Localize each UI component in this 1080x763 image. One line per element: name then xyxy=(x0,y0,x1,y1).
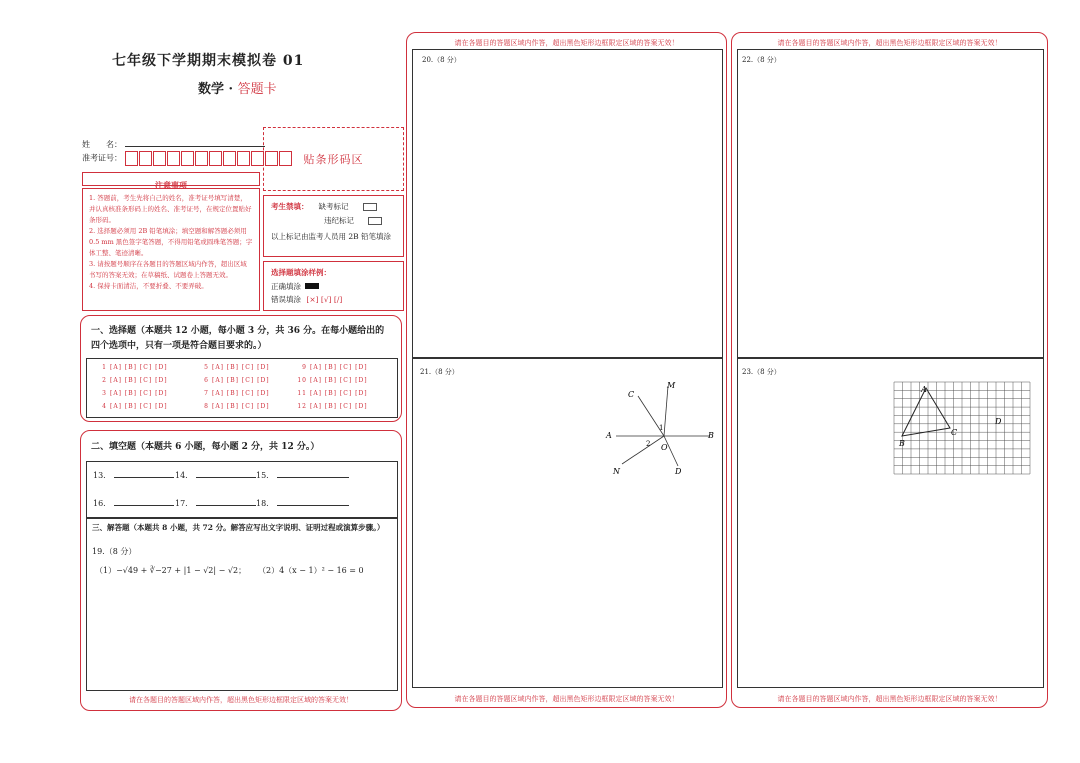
header-warning: 请在各题目的答题区域内作答，超出黑色矩形边框限定区域的答案无效！ xyxy=(454,39,679,47)
absent-label: 缺考标记 xyxy=(318,202,349,211)
choice-question-row[interactable] xyxy=(95,390,168,397)
id-digit-cell[interactable] xyxy=(223,151,236,166)
name-label: 姓 名： xyxy=(82,140,122,149)
correct-fill-mark xyxy=(305,283,319,289)
blank-15: 15. xyxy=(256,471,349,480)
blank-16: 16. xyxy=(93,499,174,508)
header-warning: 请在各题目的答题区域内作答，超出黑色矩形边框限定区域的答案无效！ xyxy=(777,39,1002,47)
q23-label: 23.（8 分） xyxy=(742,368,781,376)
choice-question-row[interactable] xyxy=(95,377,168,384)
label-D: D xyxy=(675,467,682,476)
exam-title: 七年级下学期期末模拟卷 01 xyxy=(112,53,305,69)
id-digit-cell[interactable] xyxy=(181,151,194,166)
blank-18: 18. xyxy=(256,499,349,508)
q19-part1 xyxy=(95,565,246,576)
id-digit-cell[interactable] xyxy=(251,151,264,166)
label-A: A xyxy=(606,431,612,440)
choice-options[interactable]: [A] [B] [C] [D] xyxy=(110,377,168,384)
grid-lines xyxy=(894,382,1030,474)
notice-item: 4. 保持卡面清洁，不要折叠、不要弄破。 xyxy=(89,282,208,290)
subject-title xyxy=(198,78,277,97)
solution-area xyxy=(86,517,398,691)
subject-label: 数学 · xyxy=(198,82,238,97)
choice-question-row[interactable] xyxy=(295,377,368,384)
question-number: 4 xyxy=(102,403,107,410)
figure-21-angle-diagram xyxy=(598,378,722,478)
footer-warning: 请在各题目的答题区域内作答，超出黑色矩形边框限定区域的答案无效！ xyxy=(777,695,1002,703)
choice-question-row[interactable] xyxy=(197,390,270,397)
choice-question-row[interactable] xyxy=(295,390,368,397)
id-digit-cell[interactable] xyxy=(139,151,152,166)
choice-options[interactable]: [A] [B] [C] [D] xyxy=(212,390,270,397)
label-A: A xyxy=(921,385,927,394)
choice-options[interactable]: [A] [B] [C] [D] xyxy=(310,364,368,371)
forbidden-title: 考生禁填： xyxy=(271,202,309,211)
footer-warning: 请在各题目的答题区域内作答，超出黑色矩形边框限定区域的答案无效！ xyxy=(129,696,353,704)
choice-question-row[interactable] xyxy=(95,403,168,410)
q19-part2: （2）4（x − 1）² − 16 = 0 xyxy=(258,566,364,575)
name-field[interactable] xyxy=(125,146,265,147)
label-C: C xyxy=(628,390,635,399)
choice-options[interactable]: [A] [B] [C] [D] xyxy=(310,377,368,384)
notice-item: 2. 选择题必须用 2B 铅笔填涂；填空题和解答题必须用 0.5 mm 黑色签字笔答题，不得用铅笔或圆珠笔答题；字体工整、笔迹清晰。 xyxy=(89,227,253,257)
choice-options[interactable]: [A] [B] [C] [D] xyxy=(110,403,168,410)
choice-options[interactable]: [A] [B] [C] [D] xyxy=(310,390,368,397)
angle-2-label: 2 xyxy=(646,440,651,448)
ray-OM xyxy=(664,386,668,436)
blank-14: 14. xyxy=(175,471,256,480)
barcode-area xyxy=(263,127,404,191)
label-O: O xyxy=(661,443,668,452)
q22-label: 22.（8 分） xyxy=(742,56,781,64)
label-N: N xyxy=(613,467,620,476)
section2-title: 二、填空题（本题共 6 小题，每小题 2 分，共 12 分。） xyxy=(91,442,320,452)
label-M: M xyxy=(667,381,676,390)
id-digit-cell[interactable] xyxy=(153,151,166,166)
choice-question-row[interactable] xyxy=(295,364,368,371)
triangle-ABC xyxy=(902,388,950,436)
answer-line[interactable] xyxy=(277,477,349,478)
choice-options[interactable]: [A] [B] [C] [D] xyxy=(212,377,270,384)
answer-line[interactable] xyxy=(114,477,174,478)
forbidden-box xyxy=(263,195,404,257)
question-number: 3 xyxy=(102,390,107,397)
footer-warning: 请在各题目的答题区域内作答，超出黑色矩形边框限定区域的答案无效！ xyxy=(454,695,679,703)
violation-label: 违纪标记 xyxy=(324,216,354,225)
question-number: 8 xyxy=(204,403,209,410)
choice-options[interactable]: [A] [B] [C] [D] xyxy=(310,403,368,410)
q21-label: 21.（8 分） xyxy=(420,368,459,376)
choice-question-row[interactable] xyxy=(197,364,270,371)
question-number: 6 xyxy=(204,377,209,384)
figure-23-grid-diagram xyxy=(892,380,1032,476)
section1-title: 一、选择题（本题共 12 小题，每小题 3 分，共 36 分。在每小题给出的四个选项中，只有一项是符合题目要求的。） xyxy=(91,326,385,351)
answer-line[interactable] xyxy=(196,477,256,478)
id-digit-cell[interactable] xyxy=(125,151,138,166)
section3-title: 三、解答题（本题共 8 小题，共 72 分。解答应写出文字说明、证明过程或演算步骤。） xyxy=(92,523,385,532)
choice-options[interactable]: [A] [B] [C] [D] xyxy=(110,390,168,397)
answer-area-q22[interactable] xyxy=(737,49,1044,358)
choice-options[interactable]: [A] [B] [C] [D] xyxy=(212,403,270,410)
id-row xyxy=(82,151,293,166)
answer-line[interactable] xyxy=(277,505,349,506)
label-C: C xyxy=(951,428,958,437)
angle-1-label: 1 xyxy=(659,424,664,432)
barcode-label: 贴条形码区 xyxy=(303,153,364,166)
choice-question-row[interactable] xyxy=(295,403,368,410)
choice-question-row[interactable] xyxy=(197,377,270,384)
q20-label: 20.（8 分） xyxy=(422,56,461,64)
name-row xyxy=(82,139,265,150)
q19-label: 19.（8 分） xyxy=(92,547,137,556)
wrong-fill-label: 错误填涂 xyxy=(271,295,301,304)
question-number: 10 xyxy=(297,377,307,384)
blank-17: 17. xyxy=(175,499,256,508)
question-number: 5 xyxy=(204,364,209,371)
choice-question-row[interactable] xyxy=(95,364,168,371)
id-digit-cell[interactable] xyxy=(237,151,250,166)
choice-options[interactable]: [A] [B] [C] [D] xyxy=(110,364,168,371)
id-digit-cell[interactable] xyxy=(195,151,208,166)
choice-grid xyxy=(86,358,398,418)
forbidden-note: 以上标记由监考人员用 2B 铅笔填涂 xyxy=(271,232,392,241)
answer-line[interactable] xyxy=(114,505,174,506)
answer-area-q20[interactable] xyxy=(412,49,723,358)
label-B: B xyxy=(899,439,905,448)
notice-item: 3. 请按题号顺序在各题目的答题区域内作答，超出区域书写的答案无效；在草稿纸、试题卷上答题无效。 xyxy=(89,260,247,279)
id-digit-cell[interactable] xyxy=(167,151,180,166)
wrong-fill-marks: [×] [√] [/] xyxy=(306,295,343,304)
fill-blank-area xyxy=(86,461,398,519)
violation-checkbox[interactable] xyxy=(368,217,382,225)
section1-box xyxy=(80,315,402,422)
absent-checkbox[interactable] xyxy=(363,203,377,211)
notice-item: 1. 答题前，考生先将自己的姓名，准考证号填写清楚，并认真核准条形码上的姓名、准考证号，在规定位置贴好条形码。 xyxy=(89,194,252,224)
id-label: 准考证号： xyxy=(82,153,122,163)
question-number: 1 xyxy=(102,364,107,371)
question-number: 12 xyxy=(297,403,307,410)
label-B: B xyxy=(708,431,714,440)
id-digit-cell[interactable] xyxy=(209,151,222,166)
answer-line[interactable] xyxy=(196,505,256,506)
q19-part1-label: （1） xyxy=(95,566,117,575)
notice-title: 注意事项 xyxy=(155,180,187,190)
question-number: 7 xyxy=(204,390,209,397)
question-number: 2 xyxy=(102,377,107,384)
label-D: D xyxy=(995,417,1002,426)
answer-card-label: 答题卡 xyxy=(237,82,277,97)
question-number: 9 xyxy=(302,364,307,371)
choice-options[interactable]: [A] [B] [C] [D] xyxy=(212,364,270,371)
fill-example-title: 选择题填涂样例： xyxy=(271,268,331,277)
notice-box xyxy=(82,188,260,311)
q19-part1-expr: −√49 + ∛−27 + |1 − √2| − √2； xyxy=(116,566,247,575)
notice-header xyxy=(82,172,260,190)
correct-fill-label: 正确填涂 xyxy=(271,282,301,291)
question-number: 11 xyxy=(297,390,307,397)
ray-ON xyxy=(622,436,664,464)
blank-13: 13. xyxy=(93,471,174,480)
fill-example-box xyxy=(263,261,404,311)
choice-question-row[interactable] xyxy=(197,403,270,410)
